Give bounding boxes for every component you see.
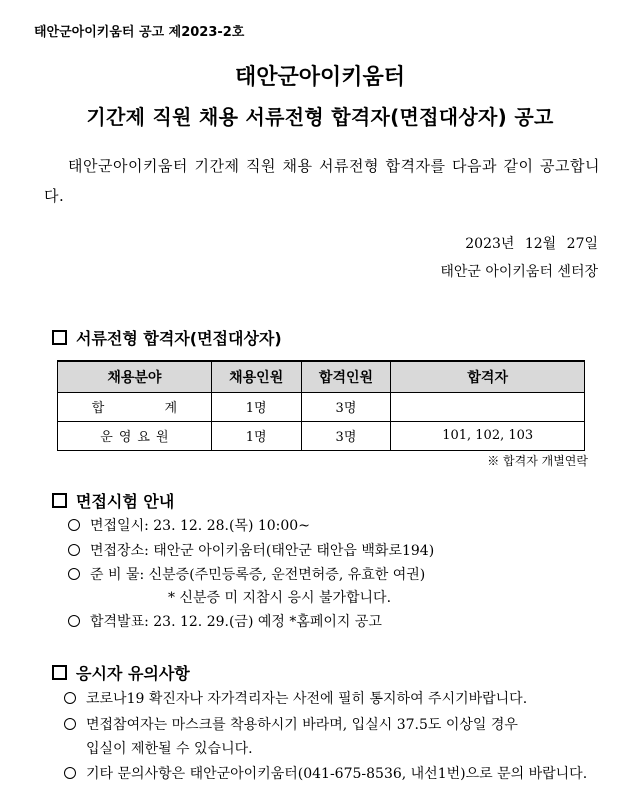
list-item	[64, 688, 527, 708]
table-header-cell: 채용분야	[58, 361, 212, 392]
table-header-cell: 채용인원	[211, 361, 301, 392]
section-heading-results	[52, 326, 282, 349]
table-row	[58, 392, 585, 421]
list-item	[68, 611, 382, 631]
list-item-text: 기타 문의사항은 태안군아이키움터(041-675-8536, 내선1번)으로 문의 바랍니다.	[86, 766, 588, 782]
table-header-cell: 합격자	[391, 361, 585, 392]
section-heading-label: 면접시험 안내	[76, 492, 175, 511]
table-cell: 1명	[211, 421, 301, 450]
list-item	[68, 515, 310, 535]
table-cell: 3명	[301, 392, 391, 421]
table-cell: 3명	[301, 421, 391, 450]
section-heading-label: 응시자 유의사항	[76, 664, 190, 683]
circle-bullet-icon	[68, 568, 80, 580]
table-row	[58, 421, 585, 450]
table-cell	[391, 392, 585, 421]
intro-paragraph: 태안군아이키움터 기간제 직원 채용 서류전형 합격자를 다음과 같이 공고합니다.	[44, 157, 600, 205]
list-item-continued: 입실이 제한될 수 있습니다.	[86, 741, 253, 757]
circle-bullet-icon	[64, 692, 76, 704]
circle-bullet-icon	[64, 767, 76, 779]
circle-bullet-icon	[68, 519, 80, 531]
table-cell: 1명	[211, 392, 301, 421]
checkbox-square-icon	[52, 493, 67, 508]
circle-bullet-icon	[68, 615, 80, 627]
notice-number: 태안군아이키움터 공고 제2023-2호	[34, 25, 245, 40]
list-item	[64, 714, 518, 734]
list-item-text: 준 비 물: 신분증(주민등록증, 운전면허증, 유효한 여권)	[90, 567, 426, 583]
section-heading-label: 서류전형 합격자(면접대상자)	[76, 329, 282, 348]
list-item	[64, 763, 587, 783]
list-item	[68, 564, 425, 584]
page-subtitle: 기간제 직원 채용 서류전형 합격자(면접대상자) 공고	[86, 105, 554, 129]
id-required-note: * 신분증 미 지참시 응시 불가합니다.	[168, 590, 392, 606]
list-item-text: 합격발표: 23. 12. 29.(금) 예정 *홈페이지 공고	[90, 614, 382, 630]
list-item-text: 면접장소: 태안군 아이키움터(태안군 태안읍 백화로194)	[90, 543, 435, 559]
table-cell: 운영요원	[58, 421, 212, 450]
list-item-text: 면접참여자는 마스크를 착용하시기 바라며, 입실시 37.5도 이상일 경우	[86, 717, 518, 733]
section-heading-notes	[52, 661, 190, 684]
table-header-row	[58, 361, 585, 392]
table-cell: 101, 102, 103	[391, 421, 585, 450]
table-footnote: ※ 합격자 개별연락	[487, 454, 588, 468]
notice-date: 2023년 12월 27일	[465, 236, 598, 252]
list-item-text: 코로나19 확진자나 자가격리자는 사전에 필히 통지하여 주시기바랍니다.	[86, 691, 528, 707]
results-table	[57, 360, 585, 451]
table-cell: 합 계	[58, 392, 212, 421]
table-header-cell: 합격인원	[301, 361, 391, 392]
list-item-text: 면접일시: 23. 12. 28.(목) 10:00~	[90, 518, 310, 534]
page-title: 태안군아이키움터	[234, 65, 406, 90]
checkbox-square-icon	[52, 665, 67, 680]
circle-bullet-icon	[68, 544, 80, 556]
section-heading-interview	[52, 489, 174, 512]
list-item	[68, 540, 434, 560]
circle-bullet-icon	[64, 718, 76, 730]
issuer-org: 태안군 아이키움터 센터장	[440, 264, 598, 280]
checkbox-square-icon	[52, 330, 67, 345]
